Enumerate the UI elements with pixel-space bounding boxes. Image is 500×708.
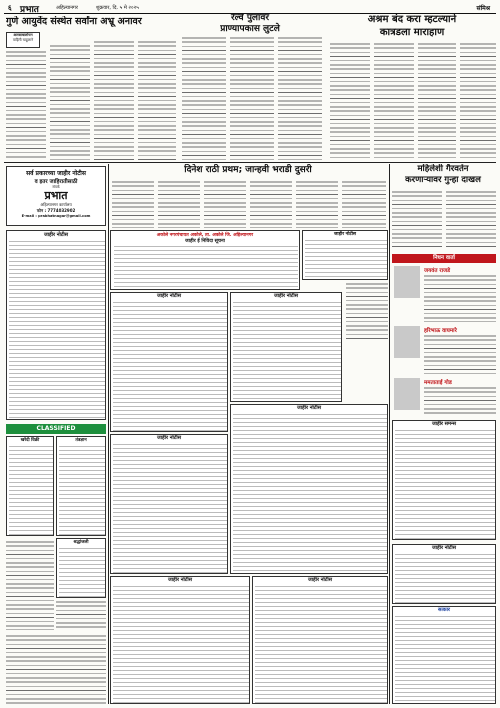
obituary-title: निधन वार्ता (433, 255, 455, 261)
article-rathi-text-4 (250, 180, 292, 228)
article-gune-text-4 (138, 40, 176, 160)
headline-gune: गुणे आयुर्वेद संस्थेत सर्वांना अभ्रू अनावर (6, 16, 142, 27)
notice-ad-phone: फोन : 7774032902 (36, 208, 76, 213)
notice-left-title: जाहीर नोटीस (43, 232, 68, 238)
headline-rathi: दिनेश राठी प्रथम; जान्हवी भराडी दुसरी (184, 165, 312, 175)
notice-5-title: जाहीर नोटीस (296, 405, 321, 411)
notice-2-title: जाहीर नोटीस (156, 293, 181, 299)
paper-logo: प्रभात (20, 5, 39, 14)
article-ashram-text-2 (374, 42, 414, 160)
page-number: ६ (8, 4, 12, 12)
ad-box-top (6, 32, 40, 48)
classified-text-bottom (56, 600, 106, 630)
headline-railway-2: प्राण्यापकास लुटले (220, 24, 280, 34)
notice-box-7 (252, 576, 388, 704)
akole-tender-notice (110, 230, 300, 290)
notice-box-6 (110, 576, 250, 704)
headline-mahila-1: महिलेशी गैरवर्तन (417, 164, 469, 174)
notice-box-summons (392, 420, 496, 540)
article-rathi-text-2 (158, 180, 200, 228)
summons-title: जाहीर समन्स (431, 421, 457, 427)
notice-6-title: जाहीर नोटीस (167, 577, 192, 583)
headline-railway (176, 13, 324, 35)
notice-ad-office: अहिल्यानगर कार्यालय (40, 202, 72, 207)
notice-ad-brand: प्रभात (44, 189, 68, 202)
notice-box-3 (230, 292, 342, 402)
headline-ashram-2: कात्रडला माराहाण (379, 27, 445, 38)
article-gune-text-2 (50, 44, 90, 160)
classified-tantra-title: तंत्रज्ञान (75, 438, 87, 443)
notice-box-5 (230, 404, 388, 574)
notice-8-title: जाहीर नोटीस (431, 545, 456, 551)
notice-box-2 (110, 292, 228, 432)
notice-box-1 (302, 230, 388, 280)
akole-tender-title: अकोले नगरपंचायत अकोले, ता. अकोले जि. अहिल्यानगर (156, 233, 254, 238)
notice-ad-email: E-mail : prabhatnagar@gmail.com (21, 214, 91, 218)
notice-box-8 (392, 544, 496, 604)
notice-box-4 (110, 434, 228, 574)
ad-box-label2: वाहिनी चाहुलाने (12, 38, 34, 42)
notice-9-title: सत्कार (438, 607, 450, 613)
headline-railway-1: रेल्वे पुलावर (230, 13, 270, 23)
date: शुक्रवार, दि. ५ मे २०२५ (96, 5, 139, 11)
article-rathi-text-3 (204, 180, 246, 228)
notice-ad-title: सर्व प्रकारच्या जाहीर नोटीस (26, 170, 86, 177)
headline-ashram (328, 13, 496, 39)
classified-kharedi (6, 436, 54, 536)
article-rathi-text-5 (296, 180, 338, 228)
classified-text-left (6, 540, 54, 630)
article-railway-text-1 (182, 36, 226, 160)
article-ashram-text-1 (330, 42, 370, 160)
article-rathi-text-1 (112, 180, 154, 228)
classified-shraddhanjali (56, 538, 106, 598)
akole-tender-sub: जाहीर ई निविदा सूचना (185, 239, 225, 244)
notice-box-left (6, 230, 106, 420)
obituary-name-1: जयवंत राजडे (424, 268, 451, 274)
notice-3-title: जाहीर नोटीस (273, 293, 298, 299)
article-mahila-text-1 (392, 190, 442, 250)
obituary-name-2: हरिभाऊ वाघमारे (424, 328, 457, 334)
classified-shraddhanjali-title: श्रद्धांजली (73, 540, 89, 545)
classified-tantra (56, 436, 106, 536)
obituary-photo-3 (394, 378, 420, 410)
notice-box-9 (392, 606, 496, 704)
article-railway-text-3 (278, 36, 322, 160)
notice-ad-contact: संपर्क (52, 185, 60, 189)
section: संमिश्र (476, 5, 490, 12)
notice-ad-sub: व इतर जाहिरातीसाठी (34, 179, 78, 185)
obituary-photo-1 (394, 266, 420, 298)
obituary-name-3: ममताताई गोड (424, 380, 452, 386)
article-gune-text-3 (94, 40, 134, 160)
article-mahila-text-2 (446, 190, 496, 250)
ad-box-label: अलसाबालोचन (13, 33, 33, 37)
notice-4-title: जाहीर नोटीस (156, 435, 181, 441)
article-side-text (346, 282, 388, 340)
obituary-banner (392, 254, 496, 263)
classified-label: CLASSIFIED (36, 425, 76, 432)
notice-ad-box (6, 166, 106, 226)
article-rathi-text-6 (342, 180, 386, 228)
article-ashram-text-3 (418, 42, 456, 160)
classified-kharedi-title: खरेदी विक्री (20, 438, 40, 443)
notice-7-title: जाहीर नोटीस (307, 577, 332, 583)
headline-mahila (390, 164, 496, 186)
classified-banner (6, 424, 106, 434)
article-gune-text-1 (6, 50, 46, 160)
article-left-bottom (6, 634, 106, 704)
article-railway-text-2 (230, 36, 274, 160)
notice-1-title: जाहीर नोटीस (333, 232, 357, 237)
article-ashram-text-4 (460, 42, 496, 160)
headline-ashram-1: अश्रम बंद करा म्हटल्याने (367, 14, 457, 25)
city: अहिल्यानगर (56, 5, 78, 11)
obituary-photo-2 (394, 326, 420, 358)
headline-mahila-2: करणाऱ्यावर गुन्हा दाखल (405, 175, 481, 185)
